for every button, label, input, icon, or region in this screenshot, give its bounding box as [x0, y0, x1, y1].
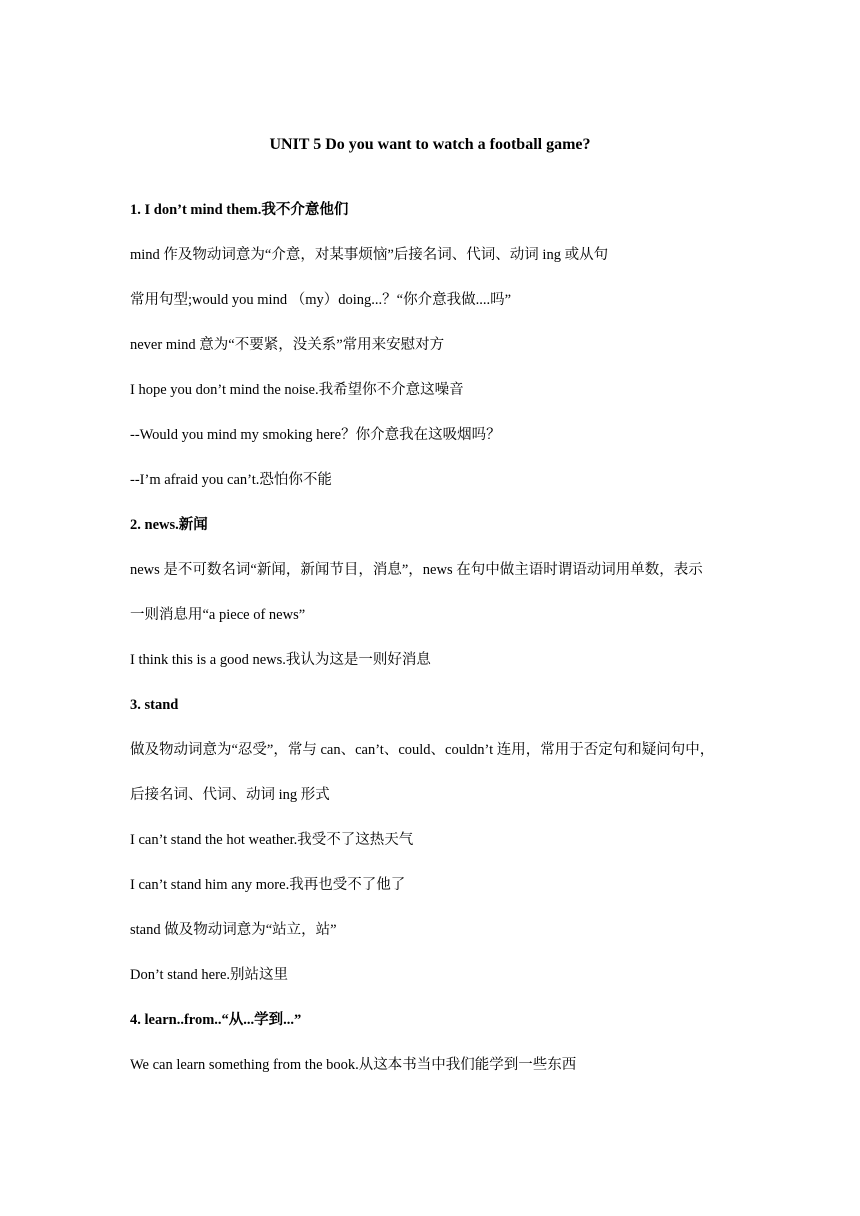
paragraph-line: We can learn something from the book.从这本书当中我们能学到一些东西	[130, 1057, 577, 1073]
paragraph-line: 常用句型;would you mind （my）doing...？“你介意我做....吗”	[130, 292, 512, 308]
section-heading-2: 2. news.新闻	[130, 517, 208, 533]
page-title: UNIT 5 Do you want to watch a football game?	[269, 136, 591, 153]
section-heading-3: 3. stand	[130, 697, 179, 713]
paragraph-line: I think this is a good news.我认为这是一则好消息	[130, 652, 431, 668]
paragraph-line: news 是不可数名词“新闻，新闻节目，消息”，news 在句中做主语时谓语动词用单数，表示	[130, 562, 703, 578]
paragraph-line: 后接名词、代词、动词 ing 形式	[130, 787, 330, 803]
paragraph-line: --I’m afraid you can’t.恐怕你不能	[130, 472, 332, 488]
paragraph-line: I can’t stand the hot weather.我受不了这热天气	[130, 832, 414, 848]
paragraph-line: stand 做及物动词意为“站立，站”	[130, 922, 337, 938]
paragraph-line: --Would you mind my smoking here？你介意我在这吸烟吗？	[130, 427, 501, 443]
paragraph-line: 做及物动词意为“忍受”，常与 can、can’t、could、couldn’t 连用，常用于否定句和疑问句中，	[130, 742, 715, 758]
paragraph-line: mind 作及物动词意为“介意，对某事烦恼”后接名词、代词、动词 ing 或从句	[130, 247, 609, 263]
paragraph-line: 一则消息用“a piece of news”	[130, 607, 306, 623]
section-heading-1: 1. I don’t mind them.我不介意他们	[130, 202, 349, 218]
paragraph-line: Don’t stand here.别站这里	[130, 967, 288, 983]
paragraph-line: I can’t stand him any more.我再也受不了他了	[130, 877, 406, 893]
section-heading-4: 4. learn..from..“从...学到...”	[130, 1012, 302, 1028]
paragraph-line: never mind 意为“不要紧，没关系”常用来安慰对方	[130, 337, 445, 353]
paragraph-line: I hope you don’t mind the noise.我希望你不介意这噪音	[130, 382, 464, 398]
